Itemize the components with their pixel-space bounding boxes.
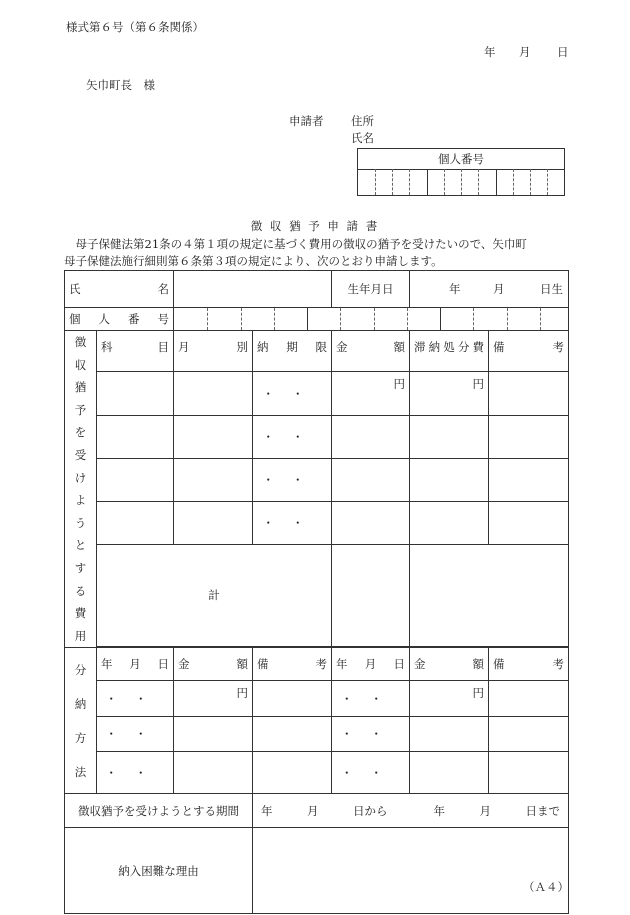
fee-month-cell[interactable]: [174, 416, 253, 459]
fee-due-date-cell[interactable]: ・・: [253, 372, 332, 416]
fee-subject-cell[interactable]: [97, 372, 174, 416]
inst-header-amount-1: 金額: [174, 648, 253, 681]
fees-section-label: [65, 331, 97, 648]
inst-header-date-1: 年月日: [97, 648, 174, 681]
birth-day: 日生: [540, 282, 563, 296]
inst-header-remarks-2: 備考: [489, 648, 569, 681]
fee-header-amount: 金額: [332, 331, 410, 372]
fee-row: [65, 416, 569, 459]
individual-number-box: [357, 148, 565, 196]
installment-row: [65, 752, 569, 794]
inst-header-amount-2: 金額: [410, 648, 489, 681]
inst-remarks-cell[interactable]: [489, 752, 569, 794]
intro-line-2: 母子保健法施行細則第６条第３項の規定により、次のとおり申請します。: [64, 254, 443, 268]
fee-amount-cell[interactable]: 円: [332, 372, 410, 416]
fee-header-subject: 科目: [97, 331, 174, 372]
individual-number-cells[interactable]: [358, 169, 564, 195]
inst-remarks-cell[interactable]: [489, 681, 569, 717]
inst-remarks-cell[interactable]: [489, 717, 569, 752]
intro-line-1: 母子保健法第21条の４第１項の規定に基づく費用の徴収の猶予を受けたいので、矢巾町: [64, 237, 527, 251]
fee-remarks-cell[interactable]: [489, 416, 569, 459]
installment-row: [65, 717, 569, 752]
fee-amount-cell[interactable]: [332, 416, 410, 459]
recipient: 矢巾町長 様: [86, 78, 155, 92]
birth-label: 生年月日: [332, 271, 410, 308]
fee-amount-cell[interactable]: [332, 501, 410, 544]
name-label: 氏名: [65, 271, 174, 308]
fee-remarks-cell[interactable]: [489, 459, 569, 502]
total-extra-cell[interactable]: [410, 544, 569, 647]
applicant-address-label: 住所: [351, 114, 374, 128]
fee-due-date-cell[interactable]: ・・: [253, 416, 332, 459]
fee-header-month: 月別: [174, 331, 253, 372]
fee-subject-cell[interactable]: [97, 416, 174, 459]
inst-date-cell[interactable]: ・・: [97, 681, 174, 717]
birth-year: 年: [449, 282, 461, 296]
applicant-name-label: 氏名: [351, 131, 374, 145]
inst-header-remarks-1: 備考: [253, 648, 332, 681]
application-table: [64, 270, 569, 914]
date-day: 日: [557, 45, 569, 59]
period-label: 徴収猶予を受けようとする期間: [65, 794, 253, 828]
fees-section-text: 徴 収 猶 予 を 受 け よ う と す る 費 用: [74, 335, 87, 643]
inst-date-cell[interactable]: ・・: [332, 752, 410, 794]
total-label: 計: [97, 544, 332, 647]
name-field[interactable]: [174, 271, 332, 308]
fee-arrears-cell[interactable]: [410, 501, 489, 544]
fee-arrears-cell[interactable]: [410, 416, 489, 459]
inst-remarks-cell[interactable]: [253, 681, 332, 717]
fee-remarks-cell[interactable]: [489, 501, 569, 544]
inst-amount-cell[interactable]: [410, 752, 489, 794]
fee-subject-cell[interactable]: [97, 459, 174, 502]
fee-header-due-date: 納期限: [253, 331, 332, 372]
installment-section-text: 分 納 方 法: [74, 662, 87, 779]
inst-date-cell[interactable]: ・・: [97, 752, 174, 794]
birth-field[interactable]: [410, 271, 569, 308]
fee-row: [65, 501, 569, 544]
total-amount-cell[interactable]: [332, 544, 410, 647]
inst-date-cell[interactable]: ・・: [332, 717, 410, 752]
fee-month-cell[interactable]: [174, 372, 253, 416]
inst-amount-cell[interactable]: 円: [174, 681, 253, 717]
date-month: 月: [519, 45, 531, 59]
number-label: 個人番号: [65, 308, 174, 331]
installment-section-label: [65, 648, 97, 794]
inst-remarks-cell[interactable]: [253, 752, 332, 794]
fee-row: [65, 372, 569, 416]
number-field[interactable]: [174, 308, 569, 331]
fee-arrears-cell[interactable]: 円: [410, 372, 489, 416]
fee-remarks-cell[interactable]: [489, 372, 569, 416]
individual-number-header: 個人番号: [358, 149, 564, 170]
period-field[interactable]: 年 月 日から 年 月 日まで: [253, 794, 569, 828]
inst-remarks-cell[interactable]: [253, 717, 332, 752]
form-label: 様式第６号（第６条関係）: [66, 20, 204, 34]
fee-month-cell[interactable]: [174, 459, 253, 502]
installment-row: [65, 681, 569, 717]
document-title: 徴 収 猶 予 申 請 書: [250, 219, 380, 233]
inst-header-date-2: 年月日: [332, 648, 410, 681]
fee-due-date-cell[interactable]: ・・: [253, 459, 332, 502]
reason-field[interactable]: [253, 828, 569, 914]
inst-date-cell[interactable]: ・・: [332, 681, 410, 717]
fee-amount-cell[interactable]: [332, 459, 410, 502]
inst-amount-cell[interactable]: [410, 717, 489, 752]
inst-amount-cell[interactable]: [174, 752, 253, 794]
fee-row: [65, 459, 569, 502]
reason-label: 納入困難な理由: [65, 828, 253, 914]
fee-header-remarks: 備考: [489, 331, 569, 372]
date-year: 年: [484, 45, 496, 59]
fee-month-cell[interactable]: [174, 501, 253, 544]
paper-size-footer: （Ａ４）: [523, 880, 569, 894]
fee-header-arrears: 滞納処分費: [410, 331, 489, 372]
fee-subject-cell[interactable]: [97, 501, 174, 544]
inst-date-cell[interactable]: ・・: [97, 717, 174, 752]
birth-month: 月: [493, 282, 505, 296]
applicant-label: 申請者: [289, 114, 324, 128]
inst-amount-cell[interactable]: 円: [410, 681, 489, 717]
fee-due-date-cell[interactable]: ・・: [253, 501, 332, 544]
fee-arrears-cell[interactable]: [410, 459, 489, 502]
inst-amount-cell[interactable]: [174, 717, 253, 752]
